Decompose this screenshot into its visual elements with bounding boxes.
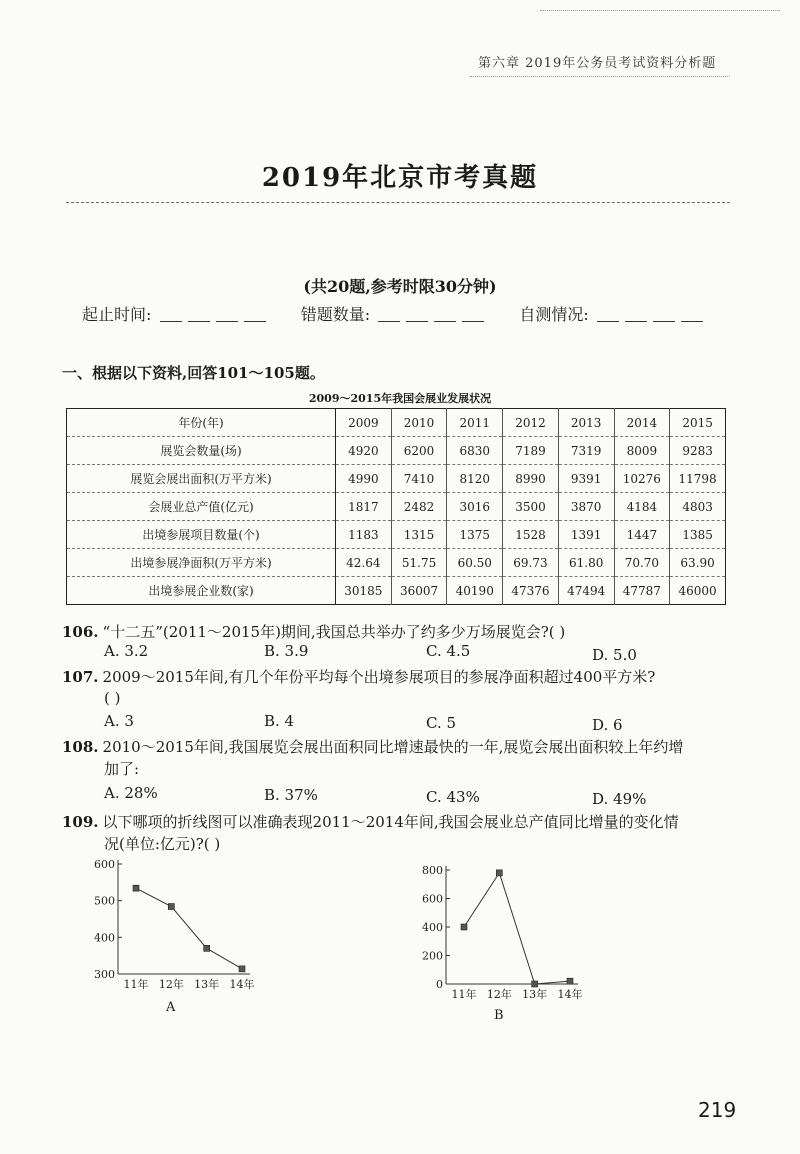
row-label: 展览会数量(场) (67, 437, 336, 465)
table-cell: 8990 (503, 465, 559, 493)
data-point (168, 904, 174, 910)
table-cell: 51.75 (391, 549, 447, 577)
year-header-cell: 2012 (503, 409, 559, 437)
option-b[interactable]: B. 37% (264, 786, 318, 804)
data-point (496, 870, 502, 876)
option-c[interactable]: C. 4.5 (426, 642, 471, 660)
table-row (67, 493, 726, 521)
question-text: 2009～2015年间,有几个年份平均每个出境参展项目的参展净面积超过400平方米? (102, 668, 656, 686)
row-label: 出境参展企业数(家) (67, 577, 336, 605)
question-text: “十二五”(2011～2015年)期间,我国总共举办了约多少万场展览会?( ) (102, 623, 566, 641)
y-tick-label: 500 (94, 894, 115, 908)
title-rule (66, 202, 730, 203)
y-tick-label: 400 (94, 931, 115, 945)
x-tick-label: 14年 (229, 978, 255, 991)
table-cell: 9391 (558, 465, 614, 493)
table-cell: 36007 (391, 577, 447, 605)
table-cell: 47494 (558, 577, 614, 605)
option-d[interactable]: D. 5.0 (592, 646, 637, 664)
table-cell: 8120 (447, 465, 503, 493)
y-tick-label: 300 (94, 968, 115, 981)
self-eval-blank[interactable] (681, 309, 703, 322)
header-rule (470, 76, 730, 77)
data-point (133, 885, 139, 891)
chart-b-label[interactable]: B (494, 1008, 504, 1023)
table-cell: 4920 (336, 437, 392, 465)
question-text: 2010～2015年间,我国展览会展出面积同比增速最快的一年,展览会展出面积较上年约增 (102, 738, 684, 756)
data-point (532, 981, 538, 987)
table-cell: 3500 (503, 493, 559, 521)
table-cell: 9283 (670, 437, 726, 465)
self-eval-blank[interactable] (625, 309, 647, 322)
data-point (239, 966, 245, 972)
table-cell: 30185 (336, 577, 392, 605)
question-107 (62, 667, 655, 687)
x-tick-label: 11年 (451, 988, 477, 1001)
table-row (67, 465, 726, 493)
table-row (67, 577, 726, 605)
table-row (67, 549, 726, 577)
table-cell: 69.73 (503, 549, 559, 577)
y-tick-label: 600 (94, 858, 115, 871)
start-time-blank[interactable] (160, 309, 182, 322)
running-header: 第六章 2019年公务员考试资料分析题 (478, 56, 717, 71)
table-cell: 4803 (670, 493, 726, 521)
year-header-cell: 2009 (336, 409, 392, 437)
page-title: 2019年北京市考真题 (261, 163, 539, 193)
table-row (67, 437, 726, 465)
table-cell: 61.80 (558, 549, 614, 577)
option-a[interactable]: A. 28% (104, 784, 158, 802)
fill-in-row (82, 302, 706, 325)
data-point (567, 978, 573, 984)
wrong-count-blank[interactable] (462, 309, 484, 322)
option-a[interactable]: A. 3 (104, 712, 134, 730)
table-cell: 2482 (391, 493, 447, 521)
table-cell: 1315 (391, 521, 447, 549)
table-cell: 8009 (614, 437, 670, 465)
question-109 (62, 812, 679, 832)
table-cell: 7410 (391, 465, 447, 493)
table-cell: 47787 (614, 577, 670, 605)
table-cell: 60.50 (447, 549, 503, 577)
wrong-count-blank[interactable] (434, 309, 456, 322)
data-point (204, 945, 210, 951)
x-tick-label: 13年 (522, 988, 548, 1001)
row-label: 出境参展项目数量(个) (67, 521, 336, 549)
table-cell: 1817 (336, 493, 392, 521)
question-number: 107. (62, 668, 99, 686)
table-header-row (67, 409, 726, 437)
question-106 (62, 622, 565, 642)
table-cell: 63.90 (670, 549, 726, 577)
option-d[interactable]: D. 49% (592, 790, 647, 808)
exam-subtitle: (共20题,参考时限30分钟) (303, 277, 497, 296)
year-header-cell: 2011 (447, 409, 503, 437)
y-tick-label: 800 (422, 864, 443, 877)
table-cell: 4184 (614, 493, 670, 521)
option-b[interactable]: B. 3.9 (264, 642, 309, 660)
table-cell: 1528 (503, 521, 559, 549)
wrong-count-label: 错题数量: (300, 305, 371, 324)
x-tick-label: 12年 (486, 988, 512, 1001)
x-tick-label: 11年 (123, 978, 149, 991)
line-chart-b (410, 856, 610, 1016)
question-number: 109. (62, 813, 99, 831)
y-tick-label: 0 (436, 978, 443, 991)
year-header-cell: 2014 (614, 409, 670, 437)
table-cell: 47376 (503, 577, 559, 605)
line-chart-a (80, 852, 280, 1022)
table-cell: 7319 (558, 437, 614, 465)
option-c[interactable]: C. 43% (426, 788, 480, 806)
x-tick-label: 13年 (194, 978, 220, 991)
table-cell: 3016 (447, 493, 503, 521)
y-tick-label: 400 (422, 921, 443, 934)
table-cell: 1385 (670, 521, 726, 549)
table-cell: 42.64 (336, 549, 392, 577)
section-heading: 一、根据以下资料,回答101～105题。 (62, 364, 325, 382)
start-time-label: 起止时间: (82, 305, 152, 324)
table-caption: 2009～2015年我国会展业发展状况 (308, 392, 492, 405)
table-cell: 10276 (614, 465, 670, 493)
table-cell: 40190 (447, 577, 503, 605)
question-107-line2: ( ) (104, 689, 121, 707)
series-line (464, 873, 570, 984)
y-tick-label: 600 (422, 892, 443, 906)
year-header-cell: 2010 (391, 409, 447, 437)
chart-a-label[interactable]: A (166, 1000, 176, 1015)
question-number: 106. (62, 623, 99, 641)
wrong-count-blank[interactable] (378, 309, 400, 322)
table-cell: 6200 (391, 437, 447, 465)
y-tick-label: 200 (422, 949, 443, 963)
table-cell: 6830 (447, 437, 503, 465)
table-row (67, 521, 726, 549)
row-label: 展览会展出面积(万平方米) (67, 465, 336, 493)
table-cell: 1391 (558, 521, 614, 549)
year-header-cell: 2015 (670, 409, 726, 437)
row-label: 会展业总产值(亿元) (67, 493, 336, 521)
wrong-count-blank[interactable] (406, 309, 428, 322)
header-top-rule (540, 10, 780, 11)
table-cell: 46000 (670, 577, 726, 605)
x-tick-label: 14年 (557, 988, 583, 1001)
page-number: 219 (698, 1098, 737, 1122)
data-table (66, 408, 726, 605)
table-cell: 3870 (558, 493, 614, 521)
question-108-line2: 加了: (104, 760, 140, 778)
row-label: 出境参展净面积(万平方米) (67, 549, 336, 577)
table-cell: 11798 (670, 465, 726, 493)
table-cell: 1375 (447, 521, 503, 549)
self-eval-blank[interactable] (653, 309, 675, 322)
question-text: 以下哪项的折线图可以准确表现2011～2014年间,我国会展业总产值同比增量的变化情 (102, 813, 679, 831)
table-cell: 1447 (614, 521, 670, 549)
question-number: 108. (62, 738, 99, 756)
start-time-blank[interactable] (216, 309, 238, 322)
self-eval-blank[interactable] (597, 309, 619, 322)
table-cell: 4990 (336, 465, 392, 493)
table-cell: 7189 (503, 437, 559, 465)
option-a[interactable]: A. 3.2 (104, 642, 149, 660)
year-header-cell: 2013 (558, 409, 614, 437)
start-time-blank[interactable] (188, 309, 210, 322)
data-point (461, 924, 467, 930)
option-c[interactable]: C. 5 (426, 714, 457, 732)
start-time-blank[interactable] (244, 309, 266, 322)
self-eval-label: 自测情况: (519, 305, 589, 324)
question-108 (62, 737, 683, 757)
x-tick-label: 12年 (158, 978, 184, 991)
series-line (136, 888, 242, 969)
option-d[interactable]: D. 6 (592, 716, 623, 734)
question-109-line2: 况(单位:亿元)?( ) (104, 835, 221, 853)
table-cell: 1183 (336, 521, 392, 549)
table-cell: 70.70 (614, 549, 670, 577)
table-header-label: 年份(年) (67, 409, 336, 437)
option-b[interactable]: B. 4 (264, 712, 295, 730)
